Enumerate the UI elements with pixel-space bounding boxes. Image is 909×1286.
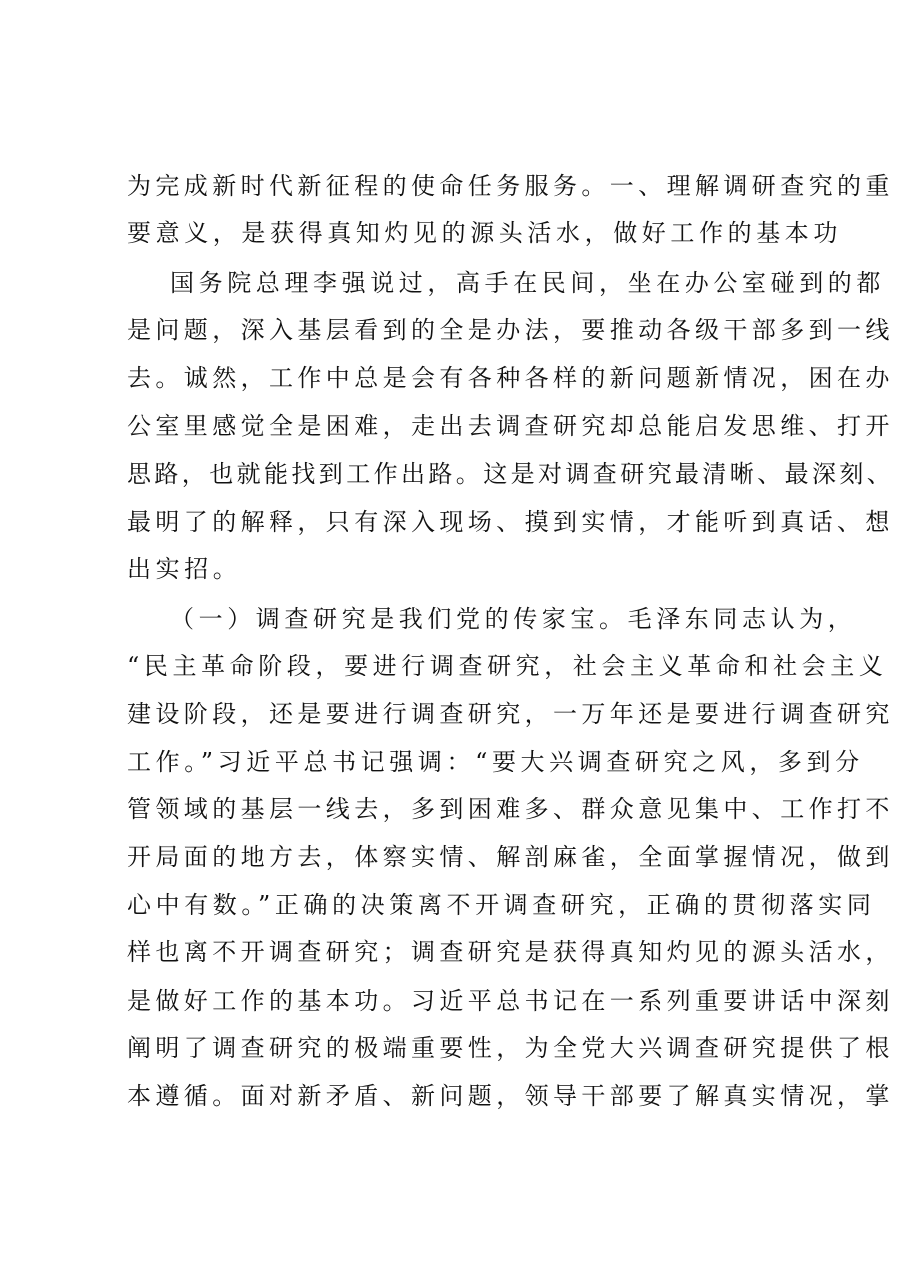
text-line-5: 去。诚然，工作中总是会有各种各样的新问题新情况，困在办 <box>127 364 894 392</box>
text-line-7: 思路，也就能找到工作出路。这是对调查研究最清晰、最深刻、 <box>127 460 895 488</box>
text-line-12: 建设阶段，还是要进行调查研究，一万年还是要进行调查研究 <box>127 700 894 728</box>
text-line-14: 管领域的基层一线去，多到困难多、群众意见集中、工作打不 <box>127 795 894 823</box>
text-line-13: 工作。”习近平总书记强调：“要大兴调查研究之风，多到分 <box>127 748 864 776</box>
text-line-17: 样也离不开调查研究；调查研究是获得真知灼见的源头活水， <box>127 938 894 966</box>
text-line-3: 国务院总理李强说过，高手在民间，坐在办公室碰到的都 <box>170 269 885 297</box>
text-line-19: 阐明了调查研究的极端重要性，为全党大兴调查研究提供了根 <box>127 1034 894 1062</box>
text-line-4: 是问题，深入基层看到的全是办法，要推动各级干部多到一线 <box>127 316 894 344</box>
text-line-10: （一）调查研究是我们党的传家宝。毛泽东同志认为， <box>170 605 857 633</box>
text-line-11: “民主革命阶段，要进行调查研究，社会主义革命和社会主义 <box>127 652 888 680</box>
text-line-2: 要意义，是获得真知灼见的源头活水，做好工作的基本功 <box>127 219 842 247</box>
text-line-6: 公室里感觉全是困难，走出去调查研究却总能启发思维、打开 <box>127 412 894 440</box>
text-line-16: 心中有数。”正确的决策离不开调查研究，正确的贯彻落实同 <box>127 891 876 919</box>
text-line-18: 是做好工作的基本功。习近平总书记在一系列重要讲话中深刻 <box>127 987 894 1015</box>
text-line-8: 最明了的解释，只有深入现场、摸到实情，才能听到真话、想 <box>127 508 894 536</box>
text-line-9: 出实招。 <box>127 555 242 583</box>
text-line-1: 为完成新时代新征程的使命任务服务。一、理解调研查究的重 <box>127 172 894 200</box>
text-line-15: 开局面的地方去，体察实情、解剖麻雀，全面掌握情况，做到 <box>127 843 894 871</box>
text-line-20: 本遵循。面对新矛盾、新问题，领导干部要了解真实情况，掌 <box>127 1082 894 1110</box>
